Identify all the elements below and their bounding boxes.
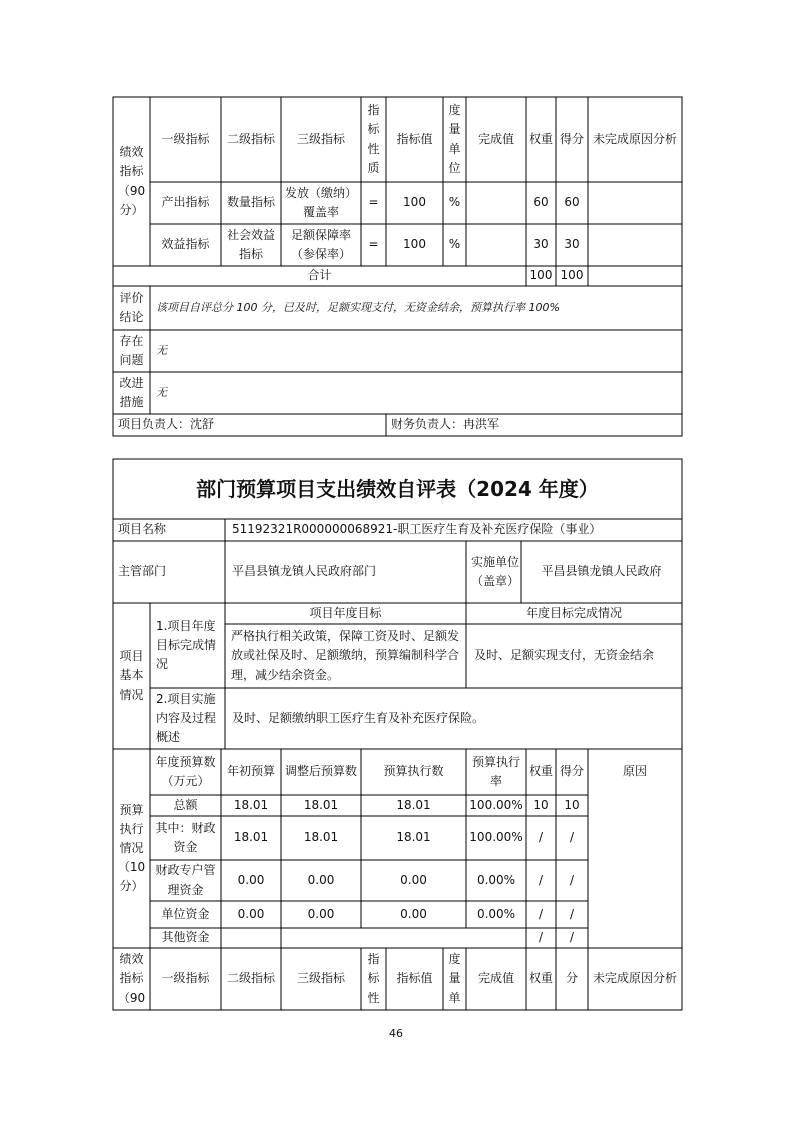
budget-row-unit-executed: 0.00 [400, 906, 427, 921]
budget-row-total-adjusted: 18.01 [303, 797, 339, 812]
budget-row-special-executed: 0.00 [400, 872, 427, 887]
row1-level2: 数量指标 [226, 195, 275, 210]
row2-weight: 30 [533, 237, 549, 252]
impl-unit-label: 实施单位（盖章） [471, 554, 520, 588]
basic-info-label: 项目基本情况 [119, 649, 144, 702]
budget-row-fiscal-score: / [569, 830, 575, 845]
content-text: 及时、足额缴纳职工医疗生育及补充医疗保险。 [232, 710, 485, 725]
row2-level2: 社会效益指标 [226, 227, 275, 261]
budget-row-fiscal-adjusted: 18.01 [303, 830, 339, 845]
budget-row-fiscal-label: 其中：财政资金 [155, 820, 216, 854]
project-lead: 项目负责人：沈舒 [118, 417, 215, 432]
budget-row-special-label: 财政专户管理资金 [155, 863, 216, 897]
conclusion-label: 评价结论 [119, 290, 144, 324]
budget-row-unit-rate: 0.00% [476, 906, 516, 921]
budget-row-total-score: 10 [564, 797, 580, 812]
budget-header-rate: 预算执行率 [471, 754, 520, 788]
budget-header-executed: 预算执行数 [383, 764, 444, 779]
header-weight: 权重 [528, 131, 553, 146]
perf2-header-actual: 完成值 [477, 971, 514, 986]
budget-row-unit-score: / [569, 906, 575, 921]
row1-weight: 60 [533, 195, 549, 210]
perf2-header-nature: 指标性 [367, 952, 380, 1005]
header-level2: 二级指标 [226, 131, 275, 146]
page-number: 46 [389, 1027, 403, 1041]
budget-header-score: 得分 [559, 764, 584, 779]
budget-exec-label: 预算执行情况（10分） [117, 802, 146, 894]
header-score: 得分 [559, 131, 584, 146]
budget-row-other-score: / [569, 930, 575, 945]
header-actual: 完成值 [477, 131, 514, 146]
dept-value: 平昌县镇龙镇人民政府部门 [232, 564, 377, 579]
total-label: 合计 [307, 268, 332, 283]
budget-header-initial: 年初预算 [226, 764, 275, 779]
budget-row-unit-initial: 0.00 [237, 906, 265, 921]
header-level1: 一级指标 [161, 131, 210, 146]
finance-lead: 财务负责人：冉洪军 [391, 417, 500, 432]
perf2-header-target: 指标值 [396, 971, 433, 986]
goal-header: 项目年度目标 [309, 605, 382, 620]
row2-target: 100 [403, 237, 426, 252]
goal-done-header: 年度目标完成情况 [525, 605, 622, 620]
budget-row-fiscal-rate: 100.00% [469, 830, 523, 845]
row2-unit: % [448, 237, 461, 252]
header-unit: 度量单位 [448, 103, 461, 175]
table-title: 部门预算项目支出绩效自评表（2024 年度） [196, 477, 599, 501]
budget-row-fiscal-initial: 18.01 [233, 830, 269, 845]
budget-row-other-label: 其他资金 [161, 930, 210, 945]
perf2-header-level3: 三级指标 [296, 971, 345, 986]
header-nature: 指标性质 [367, 103, 380, 175]
budget-row-other-weight: / [538, 930, 544, 945]
budget-row-total-label: 总额 [173, 797, 198, 812]
goal-done-text: 及时、足额实现支付，无资金结余 [474, 648, 655, 663]
budget-row-unit-weight: / [538, 906, 544, 921]
row1-score: 60 [564, 195, 580, 210]
header-reason: 未完成原因分析 [592, 131, 677, 146]
budget-row-total-weight: 10 [533, 797, 549, 812]
total-weight: 100 [529, 268, 553, 283]
budget-row-special-initial: 0.00 [237, 872, 265, 887]
budget-row-total-executed: 18.01 [396, 797, 431, 812]
problems-label: 存在问题 [119, 333, 144, 367]
perf-indicator-label: 绩效指标（90分） [117, 145, 146, 217]
perf-indicator-label-2: 绩效指标（90 [117, 952, 146, 1005]
budget-header-weight: 权重 [528, 764, 553, 779]
perf2-header-level1: 一级指标 [161, 971, 210, 986]
project-name-value: 51192321R000000068921-职工医疗生育及补充医疗保险（事业） [232, 522, 602, 537]
goal-text: 严格执行相关政策，保障工资及时、足额发放或社保及时、足额缴纳，预算编制科学合理，减少结余资金。 [231, 629, 460, 682]
budget-row-unit-label: 单位资金 [161, 906, 210, 921]
budget-row-special-weight: / [538, 872, 544, 887]
header-level3: 三级指标 [296, 131, 345, 146]
row1-level3: 发放（缴纳）覆盖率 [284, 185, 357, 219]
dept-label: 主管部门 [118, 564, 167, 579]
budget-row-special-rate: 0.00% [476, 872, 516, 887]
row1-nature: = [368, 195, 379, 210]
row2-level3: 足额保障率（参保率） [290, 227, 351, 261]
perf2-header-unit: 度量单 [448, 952, 461, 1005]
measures-label: 改进措施 [119, 375, 144, 409]
budget-row-unit-adjusted: 0.00 [307, 906, 335, 921]
impl-unit-value: 平昌县镇龙镇人民政府 [541, 564, 662, 579]
budget-row-fiscal-weight: / [538, 830, 544, 845]
budget-header-adjusted: 调整后预算数 [284, 764, 357, 779]
content-label: 2.项目实施内容及过程概述 [156, 691, 217, 745]
row2-nature: = [368, 237, 379, 252]
goal-label: 1.项目年度目标完成情况 [156, 618, 217, 672]
perf2-header-reason: 未完成原因分析 [592, 971, 677, 986]
perf2-header-score: 分 [565, 971, 578, 986]
total-score: 100 [560, 268, 584, 283]
perf2-header-weight: 权重 [528, 971, 553, 986]
budget-header-year: 年度预算数（万元） [155, 754, 216, 788]
budget-row-special-score: / [569, 872, 575, 887]
budget-header-reason: 原因 [622, 764, 647, 779]
budget-row-total-rate: 100.00% [469, 797, 523, 812]
perf2-header-level2: 二级指标 [226, 971, 275, 986]
project-name-label: 项目名称 [118, 522, 167, 537]
row2-score: 30 [564, 237, 580, 252]
header-target: 指标值 [396, 131, 433, 146]
row1-unit: % [448, 195, 461, 210]
row1-level1: 产出指标 [161, 195, 210, 210]
problems-text: 无 [156, 344, 167, 358]
row1-target: 100 [403, 195, 426, 210]
conclusion-text: 该项目自评总分 100 分，已及时，足额实现支付，无资金结余，预算执行率 100% [156, 301, 560, 315]
measures-text: 无 [156, 386, 167, 400]
budget-row-special-adjusted: 0.00 [307, 872, 335, 887]
budget-row-fiscal-executed: 18.01 [396, 830, 431, 845]
budget-row-total-initial: 18.01 [233, 797, 269, 812]
row2-level1: 效益指标 [161, 237, 210, 252]
